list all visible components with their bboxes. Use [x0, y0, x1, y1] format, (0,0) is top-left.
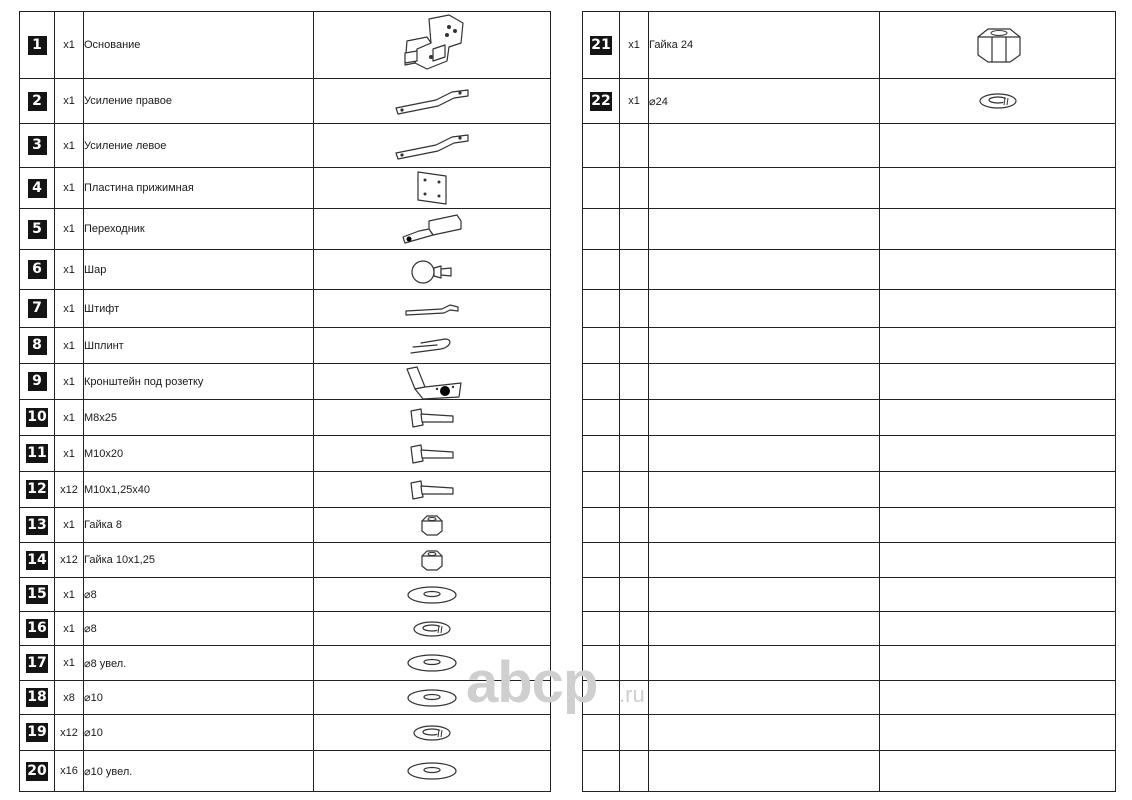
item-number-cell	[583, 508, 620, 543]
item-number-cell	[20, 543, 55, 578]
item-number-cell	[20, 400, 55, 436]
item-picture-cell	[880, 250, 1116, 290]
item-number-badge: 21	[591, 36, 611, 53]
item-name: Гайка 24	[649, 12, 880, 79]
table-row	[20, 400, 551, 436]
reinforcement-bar-icon	[314, 131, 550, 161]
item-quantity	[620, 646, 649, 681]
flat-washer-icon	[314, 584, 550, 606]
item-quantity: x12	[55, 543, 84, 578]
item-name: ⌀10	[84, 681, 314, 715]
item-picture-cell	[314, 79, 551, 124]
item-picture-cell	[314, 400, 551, 436]
item-name	[649, 209, 880, 250]
table-row	[20, 578, 551, 612]
item-name	[649, 681, 880, 715]
item-quantity: x1	[55, 168, 84, 209]
item-quantity	[620, 751, 649, 792]
item-number-cell	[583, 543, 620, 578]
item-number-cell	[583, 578, 620, 612]
item-picture-cell	[314, 168, 551, 209]
item-picture-cell	[314, 250, 551, 290]
item-name	[649, 472, 880, 508]
item-number-badge: 3	[28, 136, 47, 155]
table-row	[583, 646, 1116, 681]
bolt-icon	[314, 443, 550, 465]
item-number-badge: 20	[27, 762, 47, 779]
watermark-brand: abcp	[466, 652, 598, 715]
table-row	[20, 715, 551, 751]
item-number-cell	[20, 290, 55, 328]
item-quantity: x16	[55, 751, 84, 792]
item-picture-cell	[314, 328, 551, 364]
item-number-cell	[583, 79, 620, 124]
item-quantity: x1	[620, 12, 649, 79]
item-name: Кронштейн под розетку	[84, 364, 314, 400]
item-name: Шплинт	[84, 328, 314, 364]
item-quantity	[620, 715, 649, 751]
item-quantity	[620, 612, 649, 646]
item-number-cell	[20, 472, 55, 508]
item-picture-cell	[314, 751, 551, 792]
item-picture-cell	[880, 681, 1116, 715]
item-quantity: x1	[55, 79, 84, 124]
table-row	[583, 508, 1116, 543]
table-row	[583, 681, 1116, 715]
item-quantity	[620, 124, 649, 168]
item-picture-cell	[880, 646, 1116, 681]
item-quantity	[620, 543, 649, 578]
parts-table-right	[582, 11, 1116, 792]
item-quantity	[620, 436, 649, 472]
item-picture-cell	[314, 12, 551, 79]
item-quantity: x1	[55, 400, 84, 436]
spring-washer-icon	[880, 90, 1115, 112]
item-name	[649, 290, 880, 328]
item-number-cell	[583, 400, 620, 436]
item-quantity	[620, 400, 649, 436]
item-number-cell	[20, 328, 55, 364]
table-row	[20, 168, 551, 209]
item-name: M10x1,25x40	[84, 472, 314, 508]
item-number-cell	[583, 328, 620, 364]
item-picture-cell	[314, 612, 551, 646]
item-picture-cell	[314, 578, 551, 612]
table-row	[583, 436, 1116, 472]
item-picture-cell	[880, 168, 1116, 209]
item-number-badge: 7	[28, 299, 47, 318]
item-name	[649, 715, 880, 751]
item-number-badge: 5	[28, 220, 47, 239]
item-name: Усиление левое	[84, 124, 314, 168]
item-quantity: x1	[55, 12, 84, 79]
plate-icon	[314, 170, 550, 206]
item-number-cell	[583, 646, 620, 681]
item-number-badge: 11	[27, 445, 47, 461]
item-quantity: x1	[55, 328, 84, 364]
item-name: ⌀8 увел.	[84, 646, 314, 681]
item-number-badge: 6	[28, 260, 47, 279]
table-row	[20, 328, 551, 364]
item-quantity: x1	[620, 79, 649, 124]
item-quantity: x12	[55, 472, 84, 508]
item-number-badge: 1	[28, 36, 47, 55]
item-number-cell	[583, 124, 620, 168]
table-row	[583, 751, 1116, 792]
item-number-cell	[20, 12, 55, 79]
table-row	[583, 250, 1116, 290]
table-row	[583, 715, 1116, 751]
parts-table-left	[19, 11, 551, 792]
item-picture-cell	[314, 681, 551, 715]
table-row	[583, 543, 1116, 578]
table-row	[583, 209, 1116, 250]
watermark-suffix: .ru	[619, 682, 645, 707]
item-picture-cell	[314, 472, 551, 508]
item-picture-cell	[314, 209, 551, 250]
item-quantity: x1	[55, 646, 84, 681]
item-name	[649, 124, 880, 168]
table-row	[20, 681, 551, 715]
item-number-cell	[583, 290, 620, 328]
spring-washer-icon	[314, 722, 550, 744]
item-number-cell	[20, 364, 55, 400]
item-number-badge: 4	[28, 179, 47, 198]
item-picture-cell	[314, 364, 551, 400]
item-number-cell	[20, 209, 55, 250]
item-name	[649, 543, 880, 578]
item-name	[649, 436, 880, 472]
item-name	[649, 508, 880, 543]
item-number-cell	[583, 472, 620, 508]
item-picture-cell	[880, 436, 1116, 472]
item-name: Штифт	[84, 290, 314, 328]
item-number-cell	[583, 12, 620, 79]
item-number-cell	[20, 612, 55, 646]
flat-washer-icon	[314, 652, 550, 674]
item-quantity	[620, 209, 649, 250]
item-number-badge: 17	[27, 654, 47, 671]
item-number-badge: 18	[27, 689, 47, 705]
item-number-cell	[20, 715, 55, 751]
table-row	[583, 578, 1116, 612]
table-row	[20, 612, 551, 646]
item-number-cell	[583, 364, 620, 400]
item-number-cell	[583, 751, 620, 792]
item-picture-cell	[314, 436, 551, 472]
item-number-badge: 16	[27, 620, 47, 636]
table-row	[20, 12, 551, 79]
item-quantity	[620, 472, 649, 508]
table-row	[583, 364, 1116, 400]
item-number-cell	[583, 209, 620, 250]
item-name	[649, 250, 880, 290]
item-quantity	[620, 328, 649, 364]
item-picture-cell	[314, 646, 551, 681]
item-number-badge: 22	[591, 92, 611, 109]
item-name: Основание	[84, 12, 314, 79]
item-quantity	[620, 364, 649, 400]
item-number-cell	[20, 751, 55, 792]
item-number-badge: 14	[27, 551, 47, 568]
table-row	[20, 124, 551, 168]
item-number-cell	[20, 124, 55, 168]
flat-washer-icon	[314, 760, 550, 782]
item-name: M10x20	[84, 436, 314, 472]
table-row	[20, 79, 551, 124]
item-picture-cell	[880, 612, 1116, 646]
table-row	[20, 290, 551, 328]
bracket-base-icon	[314, 13, 550, 77]
item-number-cell	[20, 508, 55, 543]
item-picture-cell	[880, 290, 1116, 328]
table-row	[583, 168, 1116, 209]
item-number-badge: 9	[28, 372, 47, 391]
item-number-cell	[583, 436, 620, 472]
item-quantity: x1	[55, 250, 84, 290]
table-row	[20, 472, 551, 508]
item-picture-cell	[880, 751, 1116, 792]
item-quantity	[620, 508, 649, 543]
item-quantity: x1	[55, 436, 84, 472]
item-quantity: x1	[55, 508, 84, 543]
item-number-cell	[583, 715, 620, 751]
item-picture-cell	[314, 124, 551, 168]
table-row	[583, 12, 1116, 79]
nut-icon	[314, 513, 550, 537]
table-row	[583, 79, 1116, 124]
item-picture-cell	[880, 209, 1116, 250]
spring-washer-icon	[314, 618, 550, 640]
item-name	[649, 364, 880, 400]
item-picture-cell	[880, 508, 1116, 543]
item-number-cell	[583, 168, 620, 209]
flat-washer-icon	[314, 687, 550, 709]
item-number-cell	[20, 168, 55, 209]
item-name	[649, 646, 880, 681]
item-name: M8x25	[84, 400, 314, 436]
item-name	[649, 578, 880, 612]
item-name	[649, 328, 880, 364]
item-quantity: x1	[55, 209, 84, 250]
item-quantity	[620, 290, 649, 328]
item-quantity: x1	[55, 364, 84, 400]
table-row	[20, 209, 551, 250]
item-number-badge: 12	[27, 481, 47, 497]
item-number-badge: 2	[28, 92, 47, 111]
item-name	[649, 751, 880, 792]
table-row	[583, 400, 1116, 436]
cotter-pin-icon	[314, 335, 550, 357]
item-number-cell	[20, 681, 55, 715]
item-picture-cell	[880, 715, 1116, 751]
item-name: ⌀8	[84, 612, 314, 646]
item-picture-cell	[314, 715, 551, 751]
table-row	[583, 328, 1116, 364]
item-name: ⌀8	[84, 578, 314, 612]
table-row	[20, 543, 551, 578]
item-quantity	[620, 681, 649, 715]
table-row	[583, 612, 1116, 646]
item-number-badge: 8	[28, 336, 47, 355]
nut-icon	[314, 548, 550, 572]
item-quantity	[620, 578, 649, 612]
item-picture-cell	[880, 79, 1116, 124]
pin-icon	[314, 301, 550, 317]
item-name: Гайка 10x1,25	[84, 543, 314, 578]
item-quantity: x1	[55, 578, 84, 612]
table-row	[20, 508, 551, 543]
item-quantity: x1	[55, 290, 84, 328]
item-quantity: x8	[55, 681, 84, 715]
item-picture-cell	[314, 508, 551, 543]
reinforcement-bar-icon	[314, 86, 550, 116]
item-name: Гайка 8	[84, 508, 314, 543]
table-row	[20, 436, 551, 472]
item-number-badge: 19	[27, 724, 47, 740]
item-number-cell	[20, 250, 55, 290]
item-name: Усиление правое	[84, 79, 314, 124]
bolt-icon	[314, 407, 550, 429]
large-nut-icon	[880, 25, 1115, 65]
item-number-cell	[583, 250, 620, 290]
item-quantity: x1	[55, 612, 84, 646]
item-name: Шар	[84, 250, 314, 290]
item-number-cell	[20, 646, 55, 681]
item-picture-cell	[880, 578, 1116, 612]
adapter-icon	[314, 213, 550, 245]
table-row	[583, 124, 1116, 168]
item-number-badge: 13	[27, 516, 47, 533]
item-picture-cell	[880, 400, 1116, 436]
item-name: ⌀10	[84, 715, 314, 751]
socket-bracket-icon	[314, 365, 550, 399]
item-name: Переходник	[84, 209, 314, 250]
item-picture-cell	[880, 328, 1116, 364]
item-quantity	[620, 250, 649, 290]
item-number-cell	[20, 436, 55, 472]
item-picture-cell	[880, 12, 1116, 79]
item-number-badge: 15	[27, 586, 47, 602]
item-quantity	[620, 168, 649, 209]
item-name: Пластина прижимная	[84, 168, 314, 209]
item-name	[649, 400, 880, 436]
tow-ball-icon	[314, 254, 550, 286]
item-picture-cell	[880, 543, 1116, 578]
item-number-cell	[20, 79, 55, 124]
table-row	[20, 646, 551, 681]
item-number-badge: 10	[27, 409, 47, 425]
item-picture-cell	[880, 364, 1116, 400]
item-picture-cell	[880, 472, 1116, 508]
item-name	[649, 612, 880, 646]
item-number-cell	[583, 612, 620, 646]
item-number-cell	[583, 681, 620, 715]
item-quantity: x12	[55, 715, 84, 751]
item-picture-cell	[314, 290, 551, 328]
item-name: ⌀10 увел.	[84, 751, 314, 792]
table-row	[583, 290, 1116, 328]
table-row	[20, 250, 551, 290]
item-picture-cell	[880, 124, 1116, 168]
item-picture-cell	[314, 543, 551, 578]
table-row	[20, 364, 551, 400]
item-name	[649, 168, 880, 209]
table-row	[583, 472, 1116, 508]
item-number-cell	[20, 578, 55, 612]
item-name: ⌀24	[649, 79, 880, 124]
item-quantity: x1	[55, 124, 84, 168]
bolt-icon	[314, 479, 550, 501]
table-row	[20, 751, 551, 792]
